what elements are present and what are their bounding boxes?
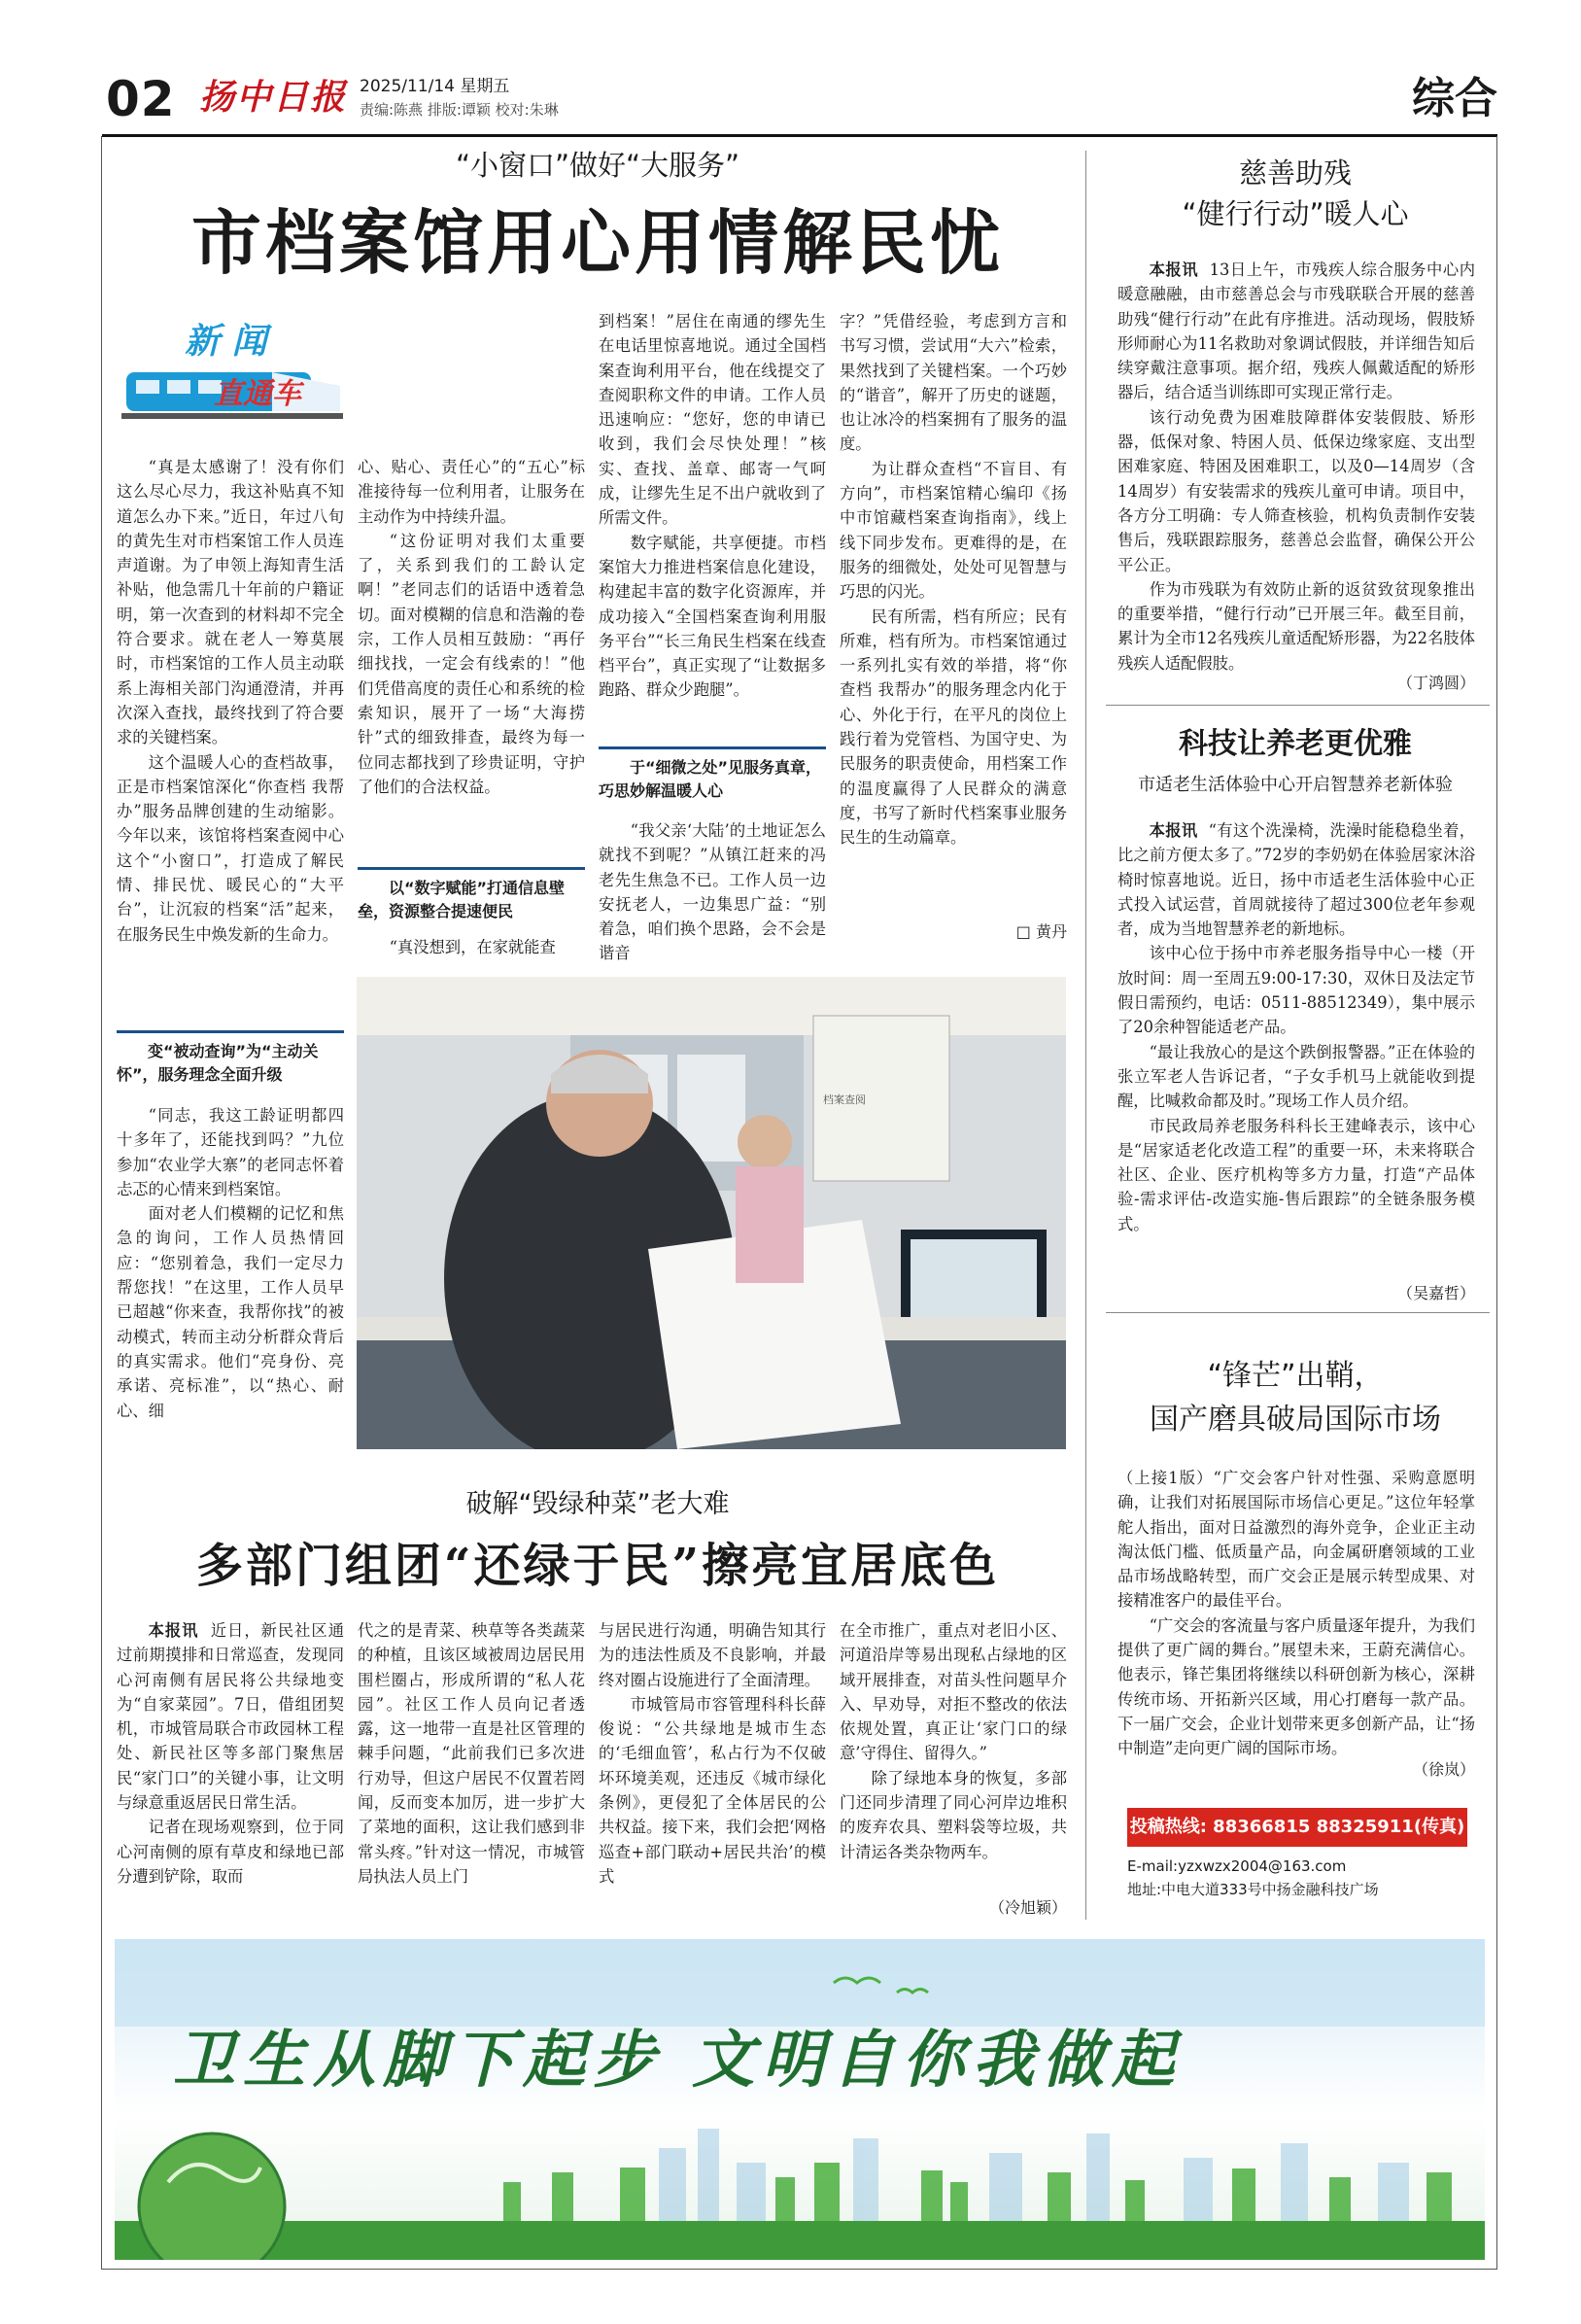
paragraph: “同志，我这工龄证明都四十多年了，还能找到吗？”九位参加“农业学大寨”的老同志怀着忐忑的心情来到档案馆。 <box>117 1106 344 1198</box>
paragraph: 该中心位于扬中市养老服务指导中心一楼（开放时间：周一至周五9:00-17:30，双休日及法定节假日需预约，电话：0511-88512349），集中展示了20余种智能适老产品。 <box>1117 944 1475 1037</box>
sidebar-divider <box>1106 1312 1490 1313</box>
paragraph: “这份证明对我们太重要了，关系到我们的工龄认定啊！”老同志们的话语中透着急切。面对模糊的信息和浩瀚的卷宗，工作人员相互鼓励：“再仔细找找，一定会有线索的！”他们凭借高度的责任心和系统的检索知识，展开了一场“大海捞针”式的细致排查，最终为每一位同志都找到了珍贵证明，守护了他们的合法权益。 <box>358 531 585 796</box>
paragraph <box>1117 258 1475 405</box>
paragraph: 与居民进行沟通，明确告知其行为的违法性质及不良影响，并最终对圈占设施进行了全面清理。 <box>599 1621 826 1689</box>
paragraph: 记者在现场观察到，位于同心河南侧的原有草皮和绿地已部分遭到铲除，取而 <box>117 1818 344 1886</box>
a1-column-2b <box>358 935 585 964</box>
paragraph: 在全市推广，重点对老旧小区、河道沿岸等易出现私占绿地的区域开展排查，对苗头性问题早介入、早劝导，对拒不整改的依法依规处置，真正让‘家门口的绿意’守得住、留得久。” <box>840 1621 1067 1763</box>
news-express-logo <box>117 316 348 433</box>
sidebar-title: 国产磨具破局国际市场 <box>1150 1403 1441 1437</box>
byline: （吴嘉哲） <box>1396 1284 1475 1302</box>
contact-email: E-mail:yzxwzx2004@163.com <box>1127 1857 1347 1875</box>
news-photo <box>357 977 1066 1449</box>
lead-tag: 本报讯 <box>148 1621 199 1640</box>
a1-column-3 <box>599 309 826 737</box>
a2-column-2 <box>358 1618 585 1920</box>
logo-text-top: 新 闻 <box>185 321 267 362</box>
paragraph: 为让群众查档“不盲目、有方向”，市档案馆精心编印《扬中市馆藏档案查询指南》，线上线下同步发布。更难得的是，在服务的细微处，处处可见智慧与巧思的闪光。 <box>840 459 1067 602</box>
paragraph: 数字赋能，共享便捷。市档案馆大力推进档案信息化建设，构建起丰富的数字化资源库，并成功接入“全国档案查询利用服务平台”“长三角民生档案在线查档平台”，真正实现了“让数据多跑路、群众少跑腿”。 <box>599 533 826 700</box>
article-kicker: “小窗口”做好“大服务” <box>455 149 740 182</box>
paragraph: “真是太感谢了！没有你们这么尽心尽力，我这补贴真不知道怎么办下来。”近日，年过八旬的黄先生对市档案馆工作人员连声道谢。为了申领上海知青生活补贴，他急需几十年前的户籍证明，第一次查到的材料却不完全符合要求。就在老人一筹莫展时，市档案馆的工作人员主动联系上海相关部门沟通澄清，并再次深入查找，最终找到了符合要求的关键档案。 <box>117 458 344 747</box>
page-header <box>102 68 1497 132</box>
paragraph: 代之的是青菜、秧草等各类蔬菜的种植，且该区域被周边居民用围栏圈占，形成所谓的“私人花园”。社区工作人员向记者透露，这一地带一直是社区管理的棘手问题，“此前我们已多次进行劝导，但这户居民不仅置若罔闻，反而变本加厉，进一步扩大了菜地的面积，这让我们感到非常头疼。”针对这一情况，市城管局执法人员上门 <box>358 1621 585 1886</box>
paragraph: 字？”凭借经验，考虑到方言和书写习惯，尝试用“大六”检索，果然找到了关键档案。一个巧妙的“谐音”，解开了历史的谜题，也让冰冷的档案拥有了服务的温度。 <box>840 312 1067 454</box>
submission-hotline: 投稿热线: 88366815 88325911(传真) <box>1127 1808 1467 1847</box>
paragraph: 面对老人们模糊的记忆和焦急的询问，工作人员热情回应：“您别着急，我们一定尽力帮您找！”在这里，工作人员早已超越“你来查，我帮你找”的被动模式，转而主动分析群众背后的真实需求。他们“亮身份、亮承诺、亮标准”，以“热心、耐心、细 <box>117 1204 344 1420</box>
byline: □ 黄丹 <box>1015 922 1067 941</box>
header-rule <box>102 134 1497 137</box>
byline: （徐岚） <box>1412 1760 1475 1779</box>
paper-logo: 扬中日报 <box>199 77 348 118</box>
paragraph: 该行动免费为困难肢障群体安装假肢、矫形器，低保对象、特困人员、低保边缘家庭、支出型困难家庭、特困及困难职工，以及0—14周岁（含14周岁）有安装需求的残疾儿童可申请。项目中，各方分工明确：专人筛查核验，机构负责制作安装售后，残联跟踪服务，慈善总会监督，确保公开公平公正。 <box>1117 407 1475 574</box>
paragraph: “真没想到，在家就能查 <box>389 938 556 956</box>
a2-column-4 <box>840 1618 1067 1895</box>
lead-tag: 本报讯 <box>1149 260 1199 279</box>
a2-column-3 <box>599 1618 826 1920</box>
a1-column-2 <box>358 455 585 853</box>
photo-wall-sign: 档案查阅 <box>823 1093 866 1106</box>
page-frame-right <box>1496 136 1497 2270</box>
paragraph: 心、贴心、责任心”的“五心”标准接待每一位利用者，让服务在主动作为中持续升温。 <box>358 458 585 526</box>
page-frame-bottom <box>101 2269 1497 2270</box>
byline: （丁鸿圆） <box>1396 674 1475 692</box>
s2-body <box>1117 818 1475 1290</box>
s3-body <box>1117 1466 1475 1786</box>
section-name: 综合 <box>1412 74 1497 123</box>
a1-column-1b <box>117 1103 344 1448</box>
a2-column-1 <box>117 1618 344 1920</box>
sidebar-title: “健行行动”暖人心 <box>1182 197 1409 230</box>
byline: （冷旭颖） <box>988 1898 1067 1917</box>
article-title: 市档案馆用心用情解民忧 <box>190 201 1004 284</box>
s1-body <box>1117 258 1475 695</box>
paragraph: “广交会的客流量与客户质量逐年提升，为我们提供了更广阔的舞台。”展望未来，王蔚充满信心。他表示，锋芒集团将继续以科研创新为核心，深耕传统市场、开拓新兴区域，用心打磨每一款产品。下一届广交会，企业计划带来更多创新产品，让“扬中制造”走向更广阔的国际市场。 <box>1117 1615 1475 1758</box>
staff-credits: 责编:陈燕 排版:谭颖 校对:朱琳 <box>360 101 559 119</box>
lead-text: “有这个洗澡椅，洗澡时能稳稳坐着，比之前方便太多了。”72岁的李奶奶在体验居家沐浴椅时惊喜地说。近日，扬中市适老生活体验中心正式投入试运营，首周就接待了超过300位老年参观者，成为当地智慧养老的新地标。 <box>1117 821 1475 939</box>
paragraph: 到档案！”居住在南通的缪先生在电话里惊喜地说。通过全国档案查询利用平台，他在线提交了查阅职称文件的申请。工作人员迅速响应：“您好，您的申请已收到，我们会尽快处理！”核实、查找、盖章、邮寄一气呵成，让缪先生足不出户就收到了所需文件。 <box>599 312 826 528</box>
paragraph: 这个温暖人心的查档故事，正是市档案馆深化“你查档 我帮办”服务品牌创建的生动缩影。今年以来，该馆将档案查阅中心这个“小窗口”，打造成了解民情、排民忧、暖民心的“大平台”，让沉寂的档案“活”起来，在服务民生中焕发新的生命力。 <box>117 752 344 944</box>
a1-column-3b <box>599 818 826 966</box>
page-frame-left <box>101 136 102 2270</box>
paragraph: “最让我放心的是这个跌倒报警器。”正在体验的张立军老人告诉记者，“子女手机马上就能收到提醒，比喊救命都及时。”现场工作人员介绍。 <box>1117 1042 1475 1111</box>
lead-text: 13日上午，市残疾人综合服务中心内暖意融融，由市慈善总会与市残联联合开展的慈善助残“健行行动”在此有序推进。活动现场，假肢矫形师耐心为11名救助对象调试假肢，并详细告知后续穿戴注意事项。据介绍，残疾人佩戴适配的矫形器后，结合适当训练即可实现正常行走。 <box>1117 260 1475 402</box>
paragraph: （上接1版）“广交会客户针对性强、采购意愿明确，让我们对拓展国际市场信心更足。”这位年轻掌舵人指出，面对日益激烈的海外竞争，企业正主动淘汰低门槛、低质量产品，向金属研磨领域的工业品市场战略转型，而广交会正是展示转型成果、对接精准客户的最佳平台。 <box>1117 1469 1475 1611</box>
subhead: 于“细微之处”见服务真章，巧思妙解温暖人心 <box>599 746 826 803</box>
sidebar-subtitle: 市适老生活体验中心开启智慧养老新体验 <box>1138 775 1453 795</box>
logo-text-bottom: 直通车 <box>214 377 301 411</box>
paragraph: “我父亲‘大陆’的土地证怎么就找不到呢？”从镇江赶来的冯老先生焦急不已。工作人员一边安抚老人，一边集思广益：“别着急，咱们换个思路，会不会是谐音 <box>599 821 826 963</box>
contact-address: 地址:中电大道333号中扬金融科技广场 <box>1127 1881 1379 1898</box>
archive-office-photo <box>357 977 1066 1449</box>
public-service-banner <box>115 1939 1485 2260</box>
lead-text: 近日，新民社区通过前期摸排和日常巡查，发现同心河南侧有居民将公共绿地变为“自家菜园”。7日，借组团契机，市城管局联合市政园林工程处、新民社区等多部门聚焦居民“家门口”的关键小事，让文明与绿意重返居民日常生活。 <box>117 1621 344 1813</box>
a1-column-4 <box>840 309 1067 917</box>
issue-date: 2025/11/14 星期五 <box>360 77 510 96</box>
paragraph: 市城管局市容管理科科长薛俊说：“公共绿地是城市生态的‘毛细血管’，私占行为不仅破坏环境美观，还违反《城市绿化条例》，更侵犯了全体居民的公共权益。接下来，我们会把‘网格巡查+部门联动+居民共治’的模式 <box>599 1694 826 1886</box>
article-kicker: 破解“毁绿种菜”老大难 <box>465 1489 730 1519</box>
paragraph: 市民政局养老服务科科长王建峰表示，该中心是“居家适老化改造工程”的重要一环，未来将联合社区、企业、医疗机构等多方力量，打造“产品体验-需求评估-改造实施-售后跟踪”的全链条服务模式。 <box>1117 1116 1475 1233</box>
paragraph <box>1117 818 1475 941</box>
sidebar-title: “锋芒”出鞘， <box>1207 1359 1384 1393</box>
paragraph <box>117 1618 344 1815</box>
page-number: 02 <box>106 71 176 127</box>
sidebar-title: 科技让养老更优雅 <box>1179 727 1412 761</box>
paragraph: 作为市残联为有效防止新的返贫致贫现象推出的重要举措，“健行行动”已开展三年。截至目前，累计为全市12名残疾儿童适配矫形器，为22名肢体残疾人适配假肢。 <box>1117 579 1475 673</box>
banner-slogan: 卫生从脚下起步 文明自你我做起 <box>173 2024 1183 2097</box>
city-skyline-graphic <box>115 1939 1485 2260</box>
subhead: 以“数字赋能”打通信息壁垒，资源整合提速便民 <box>358 867 585 923</box>
paragraph: 民有所需，档有所应；民有所难，档有所为。市档案馆通过一系列扎实有效的举措，将“你查档 我帮办”的服务理念内化于心、外化于行，在平凡的岗位上践行着为党管档、为国守史、为民服务的职责使命，用档案工作的温度赢得了人民群众的满意度，书写了新时代档案事业服务民生的生动篇章。 <box>840 607 1067 848</box>
article-title: 多部门组团“还绿于民”擦亮宜居底色 <box>195 1539 1000 1593</box>
lead-tag: 本报讯 <box>1149 821 1198 840</box>
column-divider <box>1085 151 1086 1920</box>
paragraph: 除了绿地本身的恢复，多部门还同步清理了同心河岸边堆积的废弃农具、塑料袋等垃圾，共计清运各类杂物两车。 <box>840 1768 1067 1861</box>
sidebar-divider <box>1106 705 1490 706</box>
sidebar-title: 慈善助残 <box>1238 156 1352 190</box>
subhead: 变“被动查询”为“主动关怀”，服务理念全面升级 <box>117 1030 344 1087</box>
